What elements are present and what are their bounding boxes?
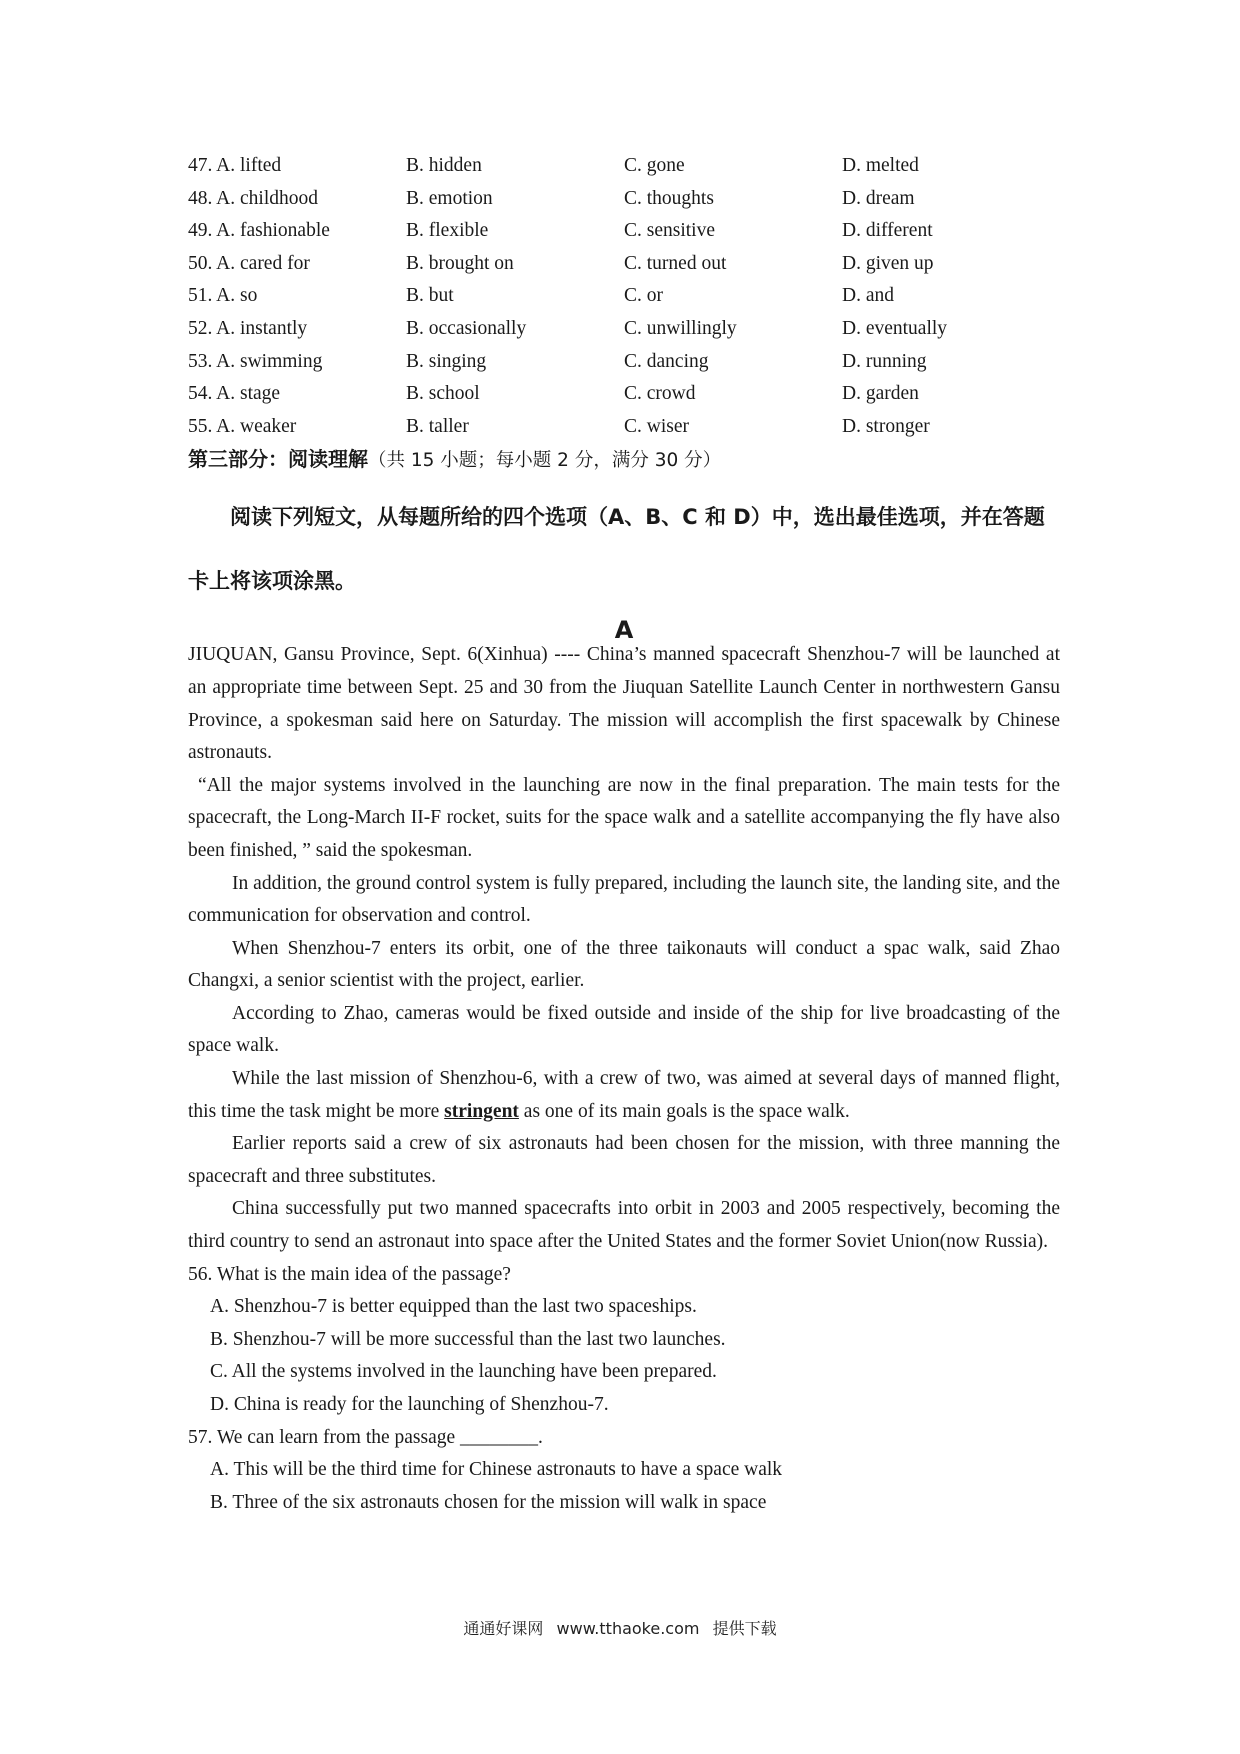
option-c: C. crowd: [624, 383, 696, 405]
option-d: D. different: [842, 220, 933, 242]
option-a: 54. A. stage: [188, 383, 281, 405]
choice-a: A. Shenzhou-7 is better equipped than the last two spaceships.: [210, 1296, 697, 1318]
option-a: 52. A. instantly: [188, 317, 308, 339]
option-b: B. singing: [406, 350, 487, 372]
options-table: [188, 150, 1060, 443]
option-d: D. stronger: [842, 415, 930, 437]
passage-paragraph-6: [188, 1063, 1060, 1128]
option-a: 49. A. fashionable: [188, 220, 330, 242]
choice-c: C. All the systems involved in the launching have been prepared.: [210, 1361, 717, 1383]
question-56: [188, 1259, 1060, 1422]
option-row-51: [188, 280, 1060, 313]
option-c: C. sensitive: [624, 220, 715, 242]
option-c: C. gone: [624, 155, 685, 176]
passage-paragraph-7: Earlier reports said a crew of six astronauts had been chosen for the mission, with three manning the spacecraft and three substitutes.: [188, 1133, 1060, 1187]
paragraph-text: While the last mission of Shenzhou-6, with a crew of two, was aimed at several days of manned flight, this time the task might be more: [188, 1068, 1060, 1122]
option-row-54: [188, 378, 1060, 411]
option-a: 55. A. weaker: [188, 415, 297, 437]
option-c: C. or: [624, 285, 663, 307]
paragraph-text: as one of its main goals is the space walk.: [518, 1100, 850, 1122]
passage-paragraph-1: JIUQUAN, Gansu Province, Sept. 6(Xinhua) ---- China’s manned spacecraft Shenzhou-7 will be launched at an appropriate time between Sept. 25 and 30 from the Jiuquan Satellite Launch Center in northwestern Gansu Province, a spokesman said here on Saturday. The mission will accomplish the first spacewalk by Chinese astronauts.: [188, 644, 1060, 764]
passage-paragraph-2: “All the major systems involved in the launching are now in the final preparation. The main tests for the spacecraft, the Long-March II-F rocket, suits for the space walk and a satellite accompanying the fly have also been finished, ” said the spokesman.: [188, 774, 1060, 861]
option-c: C. unwillingly: [624, 317, 737, 339]
option-row-52: [188, 313, 1060, 346]
passage-label: A: [614, 616, 634, 645]
option-row-55: [188, 411, 1060, 444]
option-d: D. given up: [842, 252, 934, 274]
footer-suffix: 提供下载: [712, 1619, 777, 1638]
option-row-48: [188, 183, 1060, 216]
option-d: D. eventually: [842, 317, 948, 339]
choice-d: D. China is ready for the launching of Shenzhou-7.: [210, 1394, 609, 1415]
page-footer: [0, 1616, 1240, 1639]
option-d: D. garden: [842, 383, 919, 405]
option-b: B. flexible: [406, 220, 489, 242]
passage-paragraph-5: According to Zhao, cameras would be fixed outside and inside of the ship for live broadcasting of the space walk.: [188, 1002, 1060, 1057]
option-d: D. running: [842, 350, 927, 372]
option-b: B. emotion: [406, 187, 493, 209]
section-score-note: （共 15 小题；每小题 2 分，满分 30 分）: [368, 450, 722, 472]
option-a: 48. A. childhood: [188, 187, 318, 209]
question-stem: 57. We can learn from the passage ________.: [188, 1426, 543, 1448]
option-b: B. but: [406, 285, 454, 307]
question-57: [188, 1422, 1060, 1520]
reading-instructions: 阅读下列短文，从每题所给的四个选项（A、B、C 和 D）中，选出最佳选项，并在答题卡上将该项涂黑。: [188, 505, 1045, 594]
option-row-50: [188, 248, 1060, 281]
option-b: B. hidden: [406, 155, 482, 176]
option-a: 51. A. so: [188, 285, 258, 307]
choice-b: B. Three of the six astronauts chosen for the mission will walk in space: [210, 1491, 767, 1513]
passage-paragraph-4: When Shenzhou-7 enters its orbit, one of the three taikonauts will conduct a spac walk, said Zhao Changxi, a senior scientist with the project, earlier.: [188, 937, 1060, 992]
option-b: B. brought on: [406, 252, 514, 274]
option-a: 47. A. lifted: [188, 155, 282, 176]
underlined-word: stringent: [444, 1100, 519, 1122]
exam-page: [188, 150, 1060, 1519]
option-b: B. occasionally: [406, 317, 527, 339]
option-c: C. thoughts: [624, 187, 714, 209]
footer-url: www.tthaoke.com: [556, 1619, 700, 1638]
choice-a: A. This will be the third time for Chinese astronauts to have a space walk: [210, 1459, 783, 1481]
passage-paragraph-3: In addition, the ground control system is fully prepared, including the launch site, the landing site, and the communication for observation and control.: [188, 872, 1060, 927]
option-a: 53. A. swimming: [188, 350, 323, 372]
question-stem: 56. What is the main idea of the passage?: [188, 1263, 511, 1285]
option-d: D. and: [842, 285, 894, 307]
option-row-47: [188, 150, 1060, 183]
option-d: D. dream: [842, 187, 915, 209]
option-c: C. turned out: [624, 252, 727, 274]
option-c: C. dancing: [624, 350, 709, 372]
section-title: 第三部分：阅读理解: [188, 447, 368, 472]
option-row-53: [188, 346, 1060, 379]
passage-paragraph-8: China successfully put two manned spacecrafts into orbit in 2003 and 2005 respectively, becoming the third country to send an astronaut into space after the United States and the former Soviet Union(now Russia).: [188, 1198, 1060, 1253]
choice-b: B. Shenzhou-7 will be more successful than the last two launches.: [210, 1328, 726, 1350]
option-a: 50. A. cared for: [188, 252, 310, 274]
section-heading: [188, 443, 1060, 477]
option-d: D. melted: [842, 155, 919, 176]
option-row-49: [188, 215, 1060, 248]
option-c: C. wiser: [624, 415, 689, 437]
option-b: B. school: [406, 383, 480, 405]
footer-site-name: 通通好课网: [463, 1619, 544, 1638]
option-b: B. taller: [406, 415, 469, 437]
